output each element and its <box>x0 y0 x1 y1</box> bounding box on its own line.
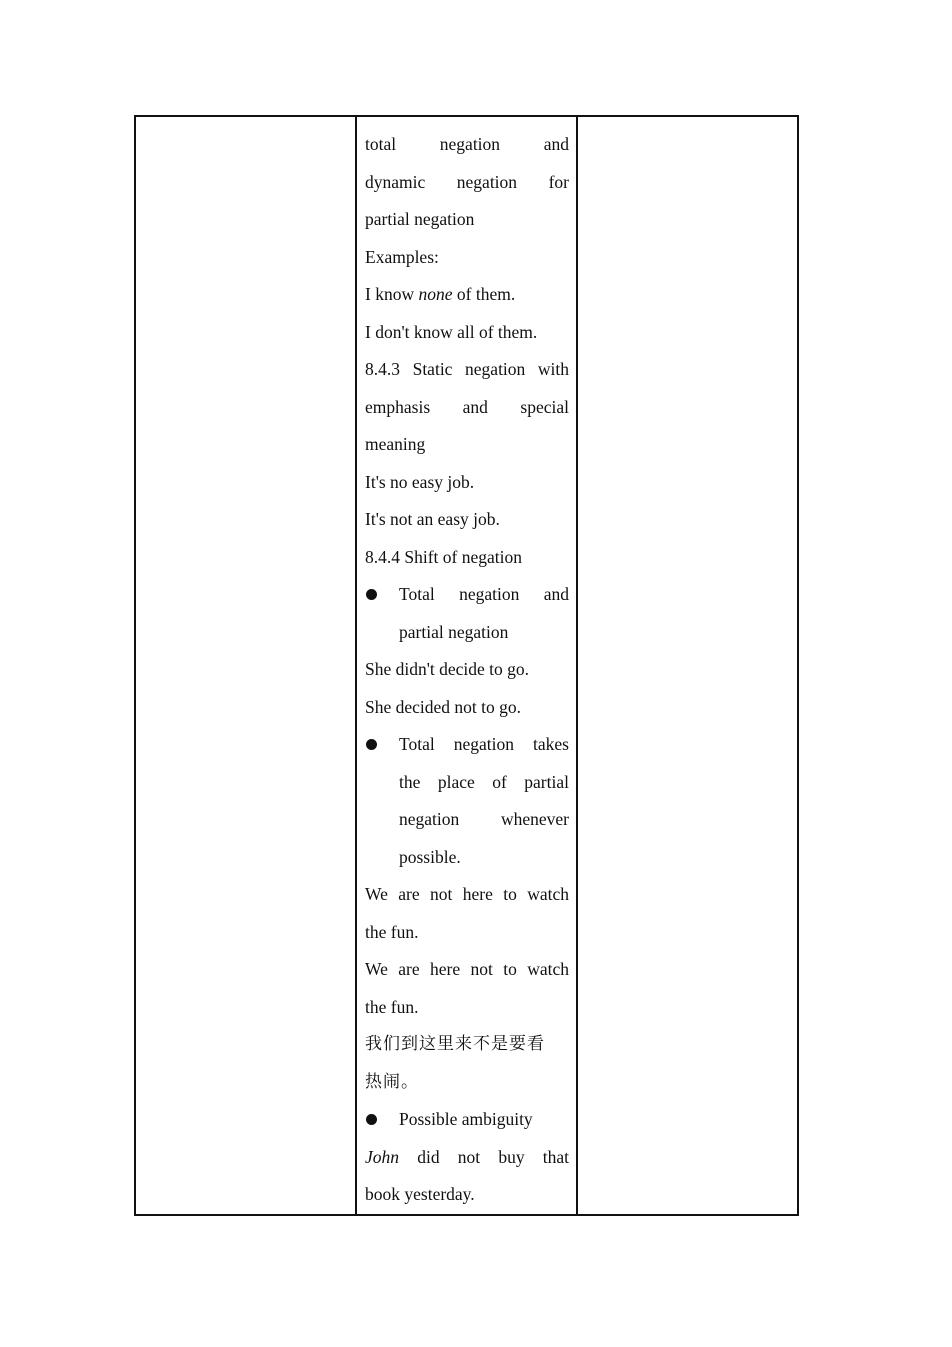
bullet-dot-icon <box>366 1114 377 1125</box>
section-heading: emphasis and special <box>365 396 569 417</box>
section-heading: 8.4.3 Static negation with <box>365 359 569 379</box>
bullet-item: Total negation takes the place of partial negation whenever possible. <box>365 726 569 876</box>
example-line: It's not an easy job. <box>365 509 500 529</box>
text-line: partial negation <box>365 209 475 229</box>
bullet-dot-icon <box>366 739 377 750</box>
bullet-dot-icon <box>366 589 377 600</box>
text-line: dynamic negation for <box>365 171 569 192</box>
section-heading: 8.4.4 Shift of negation <box>365 546 522 567</box>
example-line: John did not buy that <box>365 1146 569 1167</box>
content-text <box>357 117 576 1214</box>
example-line: She decided not to go. <box>365 696 522 717</box>
example-line: book yesterday. <box>365 1184 475 1204</box>
emphasis-word: none <box>418 284 453 304</box>
section-heading: meaning <box>365 434 426 454</box>
example-line: I know none of them. <box>365 284 516 304</box>
bullet-item: Possible ambiguity <box>365 1101 569 1139</box>
example-line: It's no easy job. <box>365 471 475 492</box>
right-column-cell <box>577 116 798 1215</box>
example-line: We are not here to watch <box>365 884 569 904</box>
content-column-cell <box>356 116 577 1215</box>
left-column-cell <box>135 116 356 1215</box>
lesson-table <box>134 115 799 1216</box>
example-line: She didn't decide to go. <box>365 659 530 679</box>
example-line: I don't know all of them. <box>365 321 538 342</box>
example-line: We are here not to watch <box>365 959 569 979</box>
bullet-item: Total negation and partial negation <box>365 576 569 651</box>
text-line: total negation and <box>365 134 569 154</box>
emphasis-word: John <box>365 1146 400 1167</box>
examples-label: Examples: <box>365 246 439 267</box>
chinese-translation: 我们到这里来不是要看 <box>365 1034 545 1054</box>
chinese-translation: 热闹。 <box>365 1071 419 1092</box>
example-line: the fun. <box>365 921 419 942</box>
example-line: the fun. <box>365 996 419 1017</box>
